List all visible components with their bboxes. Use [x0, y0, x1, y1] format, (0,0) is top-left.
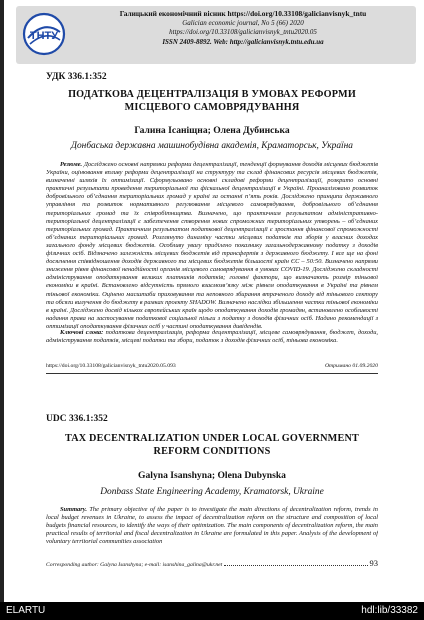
title-ua-line1: ПОДАТКОВА ДЕЦЕНТРАЛІЗАЦІЯ В УМОВАХ РЕФОРМИ — [68, 89, 356, 100]
abstract-ua-label: Резюме. — [60, 161, 83, 168]
article-title-en — [40, 433, 384, 458]
affiliation-en: Donbass State Engineering Academy, Kramatorsk, Ukraine — [100, 487, 324, 497]
udc-code-en: UDC 336.1:352 — [46, 414, 108, 424]
corresponding-author-line — [46, 558, 378, 568]
article-doi-link[interactable]: https://doi.org/10.33108/galicianvisnyk_tntu2020.05.093 — [46, 363, 176, 369]
doi-received-line — [46, 363, 378, 369]
svg-text:ТНТУ: ТНТУ — [29, 30, 59, 42]
keywords-ua — [46, 329, 378, 354]
handle-id: hdl:lib/33382 — [361, 605, 418, 616]
issue-doi-link[interactable]: https://doi.org/10.33108/galicianvisnyk_tntu2020.05 — [169, 28, 317, 37]
received-date: Отримано 01.09.2020 — [324, 363, 378, 369]
summary-en-text: The primary objective of the paper is to investigate the main directions of decentralization reform, trends in local budget revenues in Ukraine, to assess the impact of decentralization reform on the structure and composition of local budgets financial resources, to identify the ways of their optimization. The main components of decentralization reform, the main practical results of territorial and fiscal decentralization in Ukraine are formulated in this paper. Analysis of the development of voluntary territorial communities association — [46, 506, 378, 546]
summary-en-label: Summary. — [60, 506, 87, 513]
keywords-ua-label: Ключові слова: — [60, 329, 104, 336]
title-en-line2: REFORM CONDITIONS — [153, 445, 271, 457]
summary-en — [46, 506, 378, 555]
affiliation-ua: Донбаська державна машинобудівна академія, Краматорськ, Україна — [71, 141, 353, 151]
section-divider — [46, 373, 378, 374]
authors-en: Galyna Isanshyna; Olena Dubynska — [138, 470, 286, 481]
title-ua-line2: МІСЦЕВОГО САМОВРЯДУВАННЯ — [124, 101, 300, 113]
article-title-ua — [40, 89, 384, 114]
scan-edge — [0, 0, 4, 602]
journal-name: Галицький економічний вісник https://doi.org/10.33108/galicianvisnyk_tntu — [119, 9, 367, 18]
title-en-line1: TAX DECENTRALIZATION UNDER LOCAL GOVERNMENT — [64, 433, 360, 444]
udc-code-ua: УДК 336.1:352 — [46, 72, 107, 82]
journal-header-text — [74, 9, 412, 47]
leader-dots — [224, 565, 367, 566]
journal-issue: Galician economic journal, No 5 (66) 2020 — [182, 18, 304, 27]
tntu-logo-icon — [22, 12, 66, 56]
keywords-ua-text: податкова децентралізація, реформа децентралізації, місцеве самоврядування, бюджет, доходи, адміністрування податків, місцеві податки та збори, податок з доходів фізичних осіб, тіньова економіка. — [46, 329, 378, 345]
page-number: 93 — [369, 558, 378, 568]
archive-footer-bar — [0, 602, 424, 620]
issn-web[interactable]: ISSN 2409-8892. Web: http://galicianvisnyk.tntu.edu.ua — [162, 37, 324, 46]
abstract-ua — [46, 161, 378, 329]
abstract-ua-text: Досліджено основні напрямки реформи децентралізації, тенденції формування доходів місцевих бюджетів України, оцінювання впливу реформи децентралізації на структуру та склад фінансових ресурсів місцевих бюджетів, визначенні шляхів їх оптимізації. Сформульовано основні складові реформи децентралізації, розкрито основні практичні результати проведення територіальної та фіскальної децентралізації в Україні. Проаналізовано розвиток добровільного об’єднання територіальних громад у країні за останні п’ять років. Досліджено принципи державного управління та розвиток нормативного регулювання місцевого самоврядування, добровільного об’єднання територіальних громад та їх співробітництва. Визначено, що практичним результатом адміністративно-територіальної децентралізації є забезпечення створення нових спроможних територіальних утворень – об’єднаних територіальних громад. Практичним результатом податкової децентралізації є зростання фінансової спроможності об’єднаних територіальних громад. Розглянуто динаміку частки місцевих податків та зборів у власних доходах загального фонду місцевих бюджетів. Особливу увагу приділено показнику загальнодержавному податку з доходів фізичних осіб. Відзначено залежність місцевих бюджетів від трансфертів з державного бюджету. І все ще на фоні досягнення співвідношення доходів державного та місцевих бюджетів більшості країн ЄС – 50:50. Визначено напрями зниження рівня фінансової ненадійності органів місцевого самоврядування в умовах COVID-19. Досліджено складності адміністрування оподаткування великих платників податків; головні фактори, що визначають розмір тіньової економіки в країні. Встановлено відсутність прямого взаємозв’язку між рівнем оподаткування в Україні та рівнем тіньової економіки. Оцінено масштаби приховування та неповного збирання втраченого доходу від тіньового сектору та обсяги вилучення до бюджету в рамках проекту SHADOW. Визначено наслідки збільшення частки тіньової економіки в країні. Досліджено досвід кількох європейських країн щодо оподаткування доходів громадян, встановлено особливості надання права на застосування податкової соціальної пільги з податку з доходів фізичних осіб. Надано рекомендації з оптимізації оподаткування фізичних осіб у частині оподаткування дивідендів. — [46, 161, 378, 329]
corresponding-author: Corresponding author: Galyna Isanshyna; e-mail: isanshina_galina@ukr.net — [46, 562, 223, 568]
repository-name: ELARTU — [6, 605, 46, 616]
authors-ua: Галина Ісаніщна; Олена Дубинська — [134, 125, 290, 136]
